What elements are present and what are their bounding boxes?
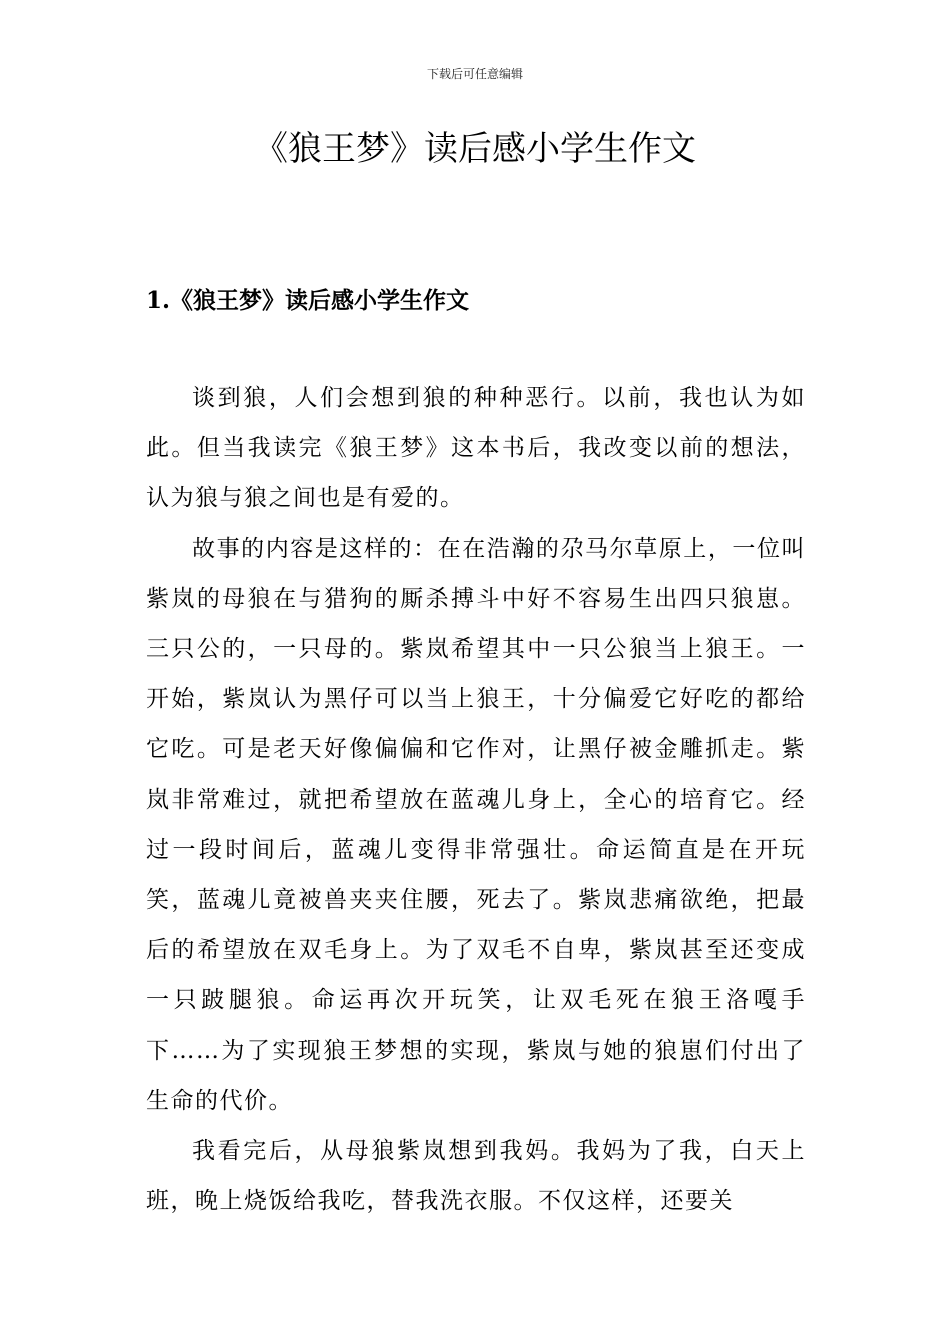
document-title: 《狼王梦》读后感小学生作文 [254,129,696,169]
body-text [146,373,806,1226]
paragraph: 我看完后，从母狼紫岚想到我妈。我妈为了我，白天上班，晚上烧饭给我吃，替我洗衣服。不仅这样，还要关 [146,1138,806,1215]
paragraph: 谈到狼，人们会想到狼的种种恶行。以前，我也认为如此。但当我读完《狼王梦》这本书后，我改变以前的想法，认为狼与狼之间也是有爱的。 [146,385,806,512]
section-heading: 1.《狼王梦》读后感小学生作文 [146,287,470,314]
header-note: 下载后可任意编辑 [426,67,523,81]
paragraph: 故事的内容是这样的：在在浩瀚的尕马尔草原上，一位叫紫岚的母狼在与猎狗的厮杀搏斗中好不容易生出四只狼崽。三只公的，一只母的。紫岚希望其中一只公狼当上狼王。一开始，紫岚认为黑仔可以当上狼王，十分偏爱它好吃的都给它吃。可是老天好像偏偏和它作对，让黑仔被金雕抓走。紫岚非常难过，就把希望放在蓝魂儿身上，全心的培育它。经过一段时间后，蓝魂儿变得非常强壮。命运简直是在开玩笑，蓝魂儿竟被兽夹夹住腰，死去了。紫岚悲痛欲绝，把最后的希望放在双毛身上。为了双毛不自卑，紫岚甚至还变成一只跛腿狼。命运再次开玩笑，让双毛死在狼王洛嘎手下……为了实现狼王梦想的实现，紫岚与她的狼崽们付出了生命的代价。 [146,535,806,1114]
